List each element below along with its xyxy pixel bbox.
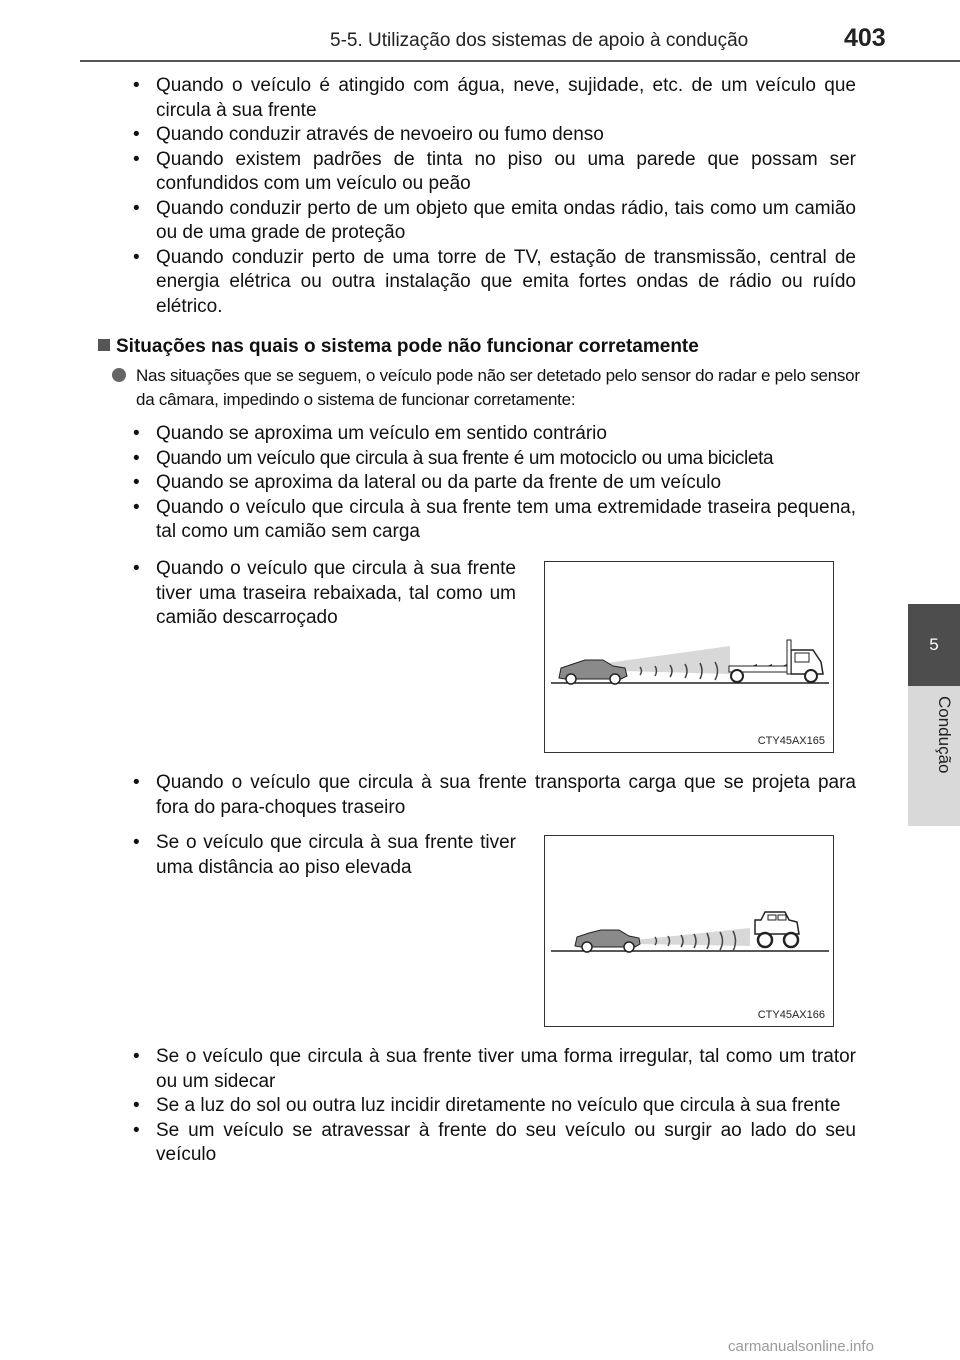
section-heading-text: Situações nas quais o sistema pode não funcionar corretamente [116,336,699,357]
list-item: • Quando um veículo que circula à sua frente é um motociclo ou uma bicicleta [120,447,856,472]
chapter-number: 5 [929,635,939,654]
list-item: • Quando conduzir perto de um objeto que emita ondas rádio, tais como um camião ou de uma grade de proteção [120,197,856,246]
list-item: • Quando o veículo que circula à sua frente tiver uma traseira rebaixada, tal como um camião descarroçado [120,557,516,631]
square-bullet-icon [98,339,110,351]
figure-code: CTY45AX166 [757,1009,825,1021]
bottom-bullet-list [120,1045,856,1168]
list-item: • Se um veículo se atravessar à frente do seu veículo ou surgir ao lado do seu veículo [120,1119,856,1168]
header-divider [80,60,960,62]
figure-high-ground-clearance [544,835,834,1027]
list-item: • Se a luz do sol ou outra luz incidir diretamente no veículo que circula à sua frente [120,1094,856,1119]
between-bullet [120,771,856,820]
figure-low-rear-truck [544,561,834,753]
section-title: 5-5. Utilização dos sistemas de apoio à condução [330,30,749,51]
page-number: 403 [844,24,886,52]
circle-bullet-icon [112,368,126,382]
list-item: • Quando o veículo é atingido com água, neve, sujidade, etc. de um veículo que circula à sua frente [120,74,856,123]
section-heading [98,336,699,358]
list-item: • Se o veículo que circula à sua frente tiver uma forma irregular, tal como um trator ou um sidecar [120,1045,856,1094]
list-item: • Quando se aproxima um veículo em sentido contrário [120,422,856,447]
list-item: • Quando se aproxima da lateral ou da parte da frente de um veículo [120,471,856,496]
illustration-radar-low-truck [545,562,835,754]
list-item: • Se o veículo que circula à sua frente tiver uma distância ao piso elevada [120,831,516,880]
middle-bullet-list [120,422,856,545]
intro-paragraph [112,364,860,412]
top-bullet-list [120,74,856,319]
list-item: • Quando conduzir através de nevoeiro ou fumo denso [120,123,856,148]
intro-text: Nas situações que se seguem, o veículo pode não ser detetado pelo sensor do radar e pelo sensor da câmara, impedindo o sistema de funcionar corretamente: [136,366,860,409]
chapter-tab [908,686,960,826]
list-item: • Quando conduzir perto de uma torre de TV, estação de transmissão, central de energia elétrica ou outra instalação que emita fortes ondas de rádio ou ruído elétrico. [120,246,856,320]
chapter-tab-number [908,604,960,686]
list-item: • Quando o veículo que circula à sua frente transporta carga que se projeta para fora do para-choques traseiro [120,771,856,820]
figure-code: CTY45AX165 [757,735,825,747]
illustration-radar-high-vehicle [545,836,835,1028]
watermark-logo: carmanualsonline.info [728,1338,874,1355]
chapter-label: Condução [935,696,954,774]
list-item: • Quando o veículo que circula à sua frente tem uma extremidade traseira pequena, tal como um camião sem carga [120,496,856,545]
list-item: • Quando existem padrões de tinta no piso ou uma parede que possam ser confundidos com um veículo ou peão [120,148,856,197]
